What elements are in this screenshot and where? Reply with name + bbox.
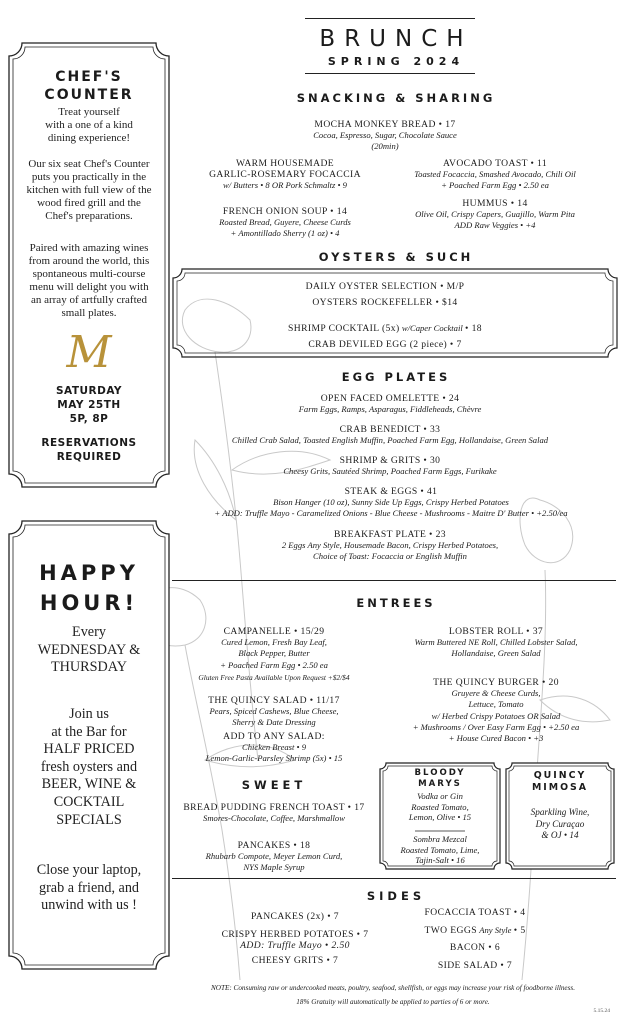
quincy-mimosa-title	[505, 770, 615, 794]
item-campanelle	[176, 626, 372, 671]
item-desc: Warm Buttered NE Roll, Chilled Lobster Salad,	[414, 637, 578, 648]
item-french-onion-soup	[195, 206, 375, 240]
section-egg-plates: EGG PLATES	[341, 370, 451, 384]
item-mocha-monkey-bread	[285, 119, 485, 153]
item-desc: Roasted Bread, Guyere, Cheese Curds	[219, 217, 351, 228]
hh-line: BEER, WINE &	[41, 776, 137, 793]
reservations-note	[18, 436, 160, 464]
item-hummus	[384, 198, 606, 232]
happy-hour-days	[18, 624, 160, 677]
cc-line: Paired with amazing wines	[29, 242, 149, 254]
item-name: WARM HOUSEMADE	[235, 158, 335, 169]
item-oysters-rockefeller	[270, 297, 500, 308]
footer-version: 5.15.24	[593, 1008, 610, 1014]
drink-title-line: MARYS	[418, 779, 462, 789]
header-rule-top	[305, 18, 475, 19]
item-name: HUMMUS • 14	[462, 198, 528, 209]
section-sides: SIDES	[366, 889, 426, 903]
item-name: THE QUINCY BURGER • 20	[433, 677, 559, 688]
drink-line: & OJ • 14	[541, 830, 579, 841]
item-name: CRISPY HERBED POTATOES • 7	[221, 929, 369, 940]
hh-line: at the Bar for	[51, 723, 127, 740]
event-line: SATURDAY	[55, 385, 123, 397]
side-focaccia-toast: FOCACCIA TOAST • 4	[424, 907, 526, 918]
cc-line: small plates.	[61, 307, 117, 319]
item-name: OYSTERS ROCKEFELLER • $14	[312, 297, 458, 308]
item-desc: + Poached Farm Egg • 2.50 ea	[441, 180, 549, 191]
happy-hour-title-2: HOUR!	[39, 591, 139, 615]
item-desc: ADD Raw Veggies • +4	[454, 220, 536, 231]
item-name: OPEN FACED OMELETTE • 24	[320, 393, 460, 404]
bloody-marys-vodka	[379, 791, 501, 823]
item-name: BREAKFAST PLATE • 23	[333, 529, 447, 540]
item-price: • 18	[465, 323, 482, 334]
item-desc: w/ Butters • 8 OR Pork Schmaltz • 9	[223, 180, 347, 191]
item-desc: Gruyere & Cheese Curds,	[451, 688, 541, 699]
cc-line: menu will delight you with	[29, 281, 149, 293]
item-avocado-toast	[384, 158, 606, 192]
hh-line: COCKTAIL	[53, 793, 125, 810]
section-oysters: OYSTERS & SUCH	[318, 250, 474, 264]
item-desc: + Amontillado Sherry (1 oz) • 4	[230, 228, 340, 239]
hh-line: Every	[72, 624, 106, 640]
item-desc: Sherry & Date Dressing	[232, 717, 316, 728]
hh-line: HALF PRICED	[43, 741, 135, 758]
item-desc: + House Cured Bacon • +3	[448, 733, 544, 744]
drink-line: Dry Curaçao	[535, 818, 585, 829]
quincy-mimosa-desc	[505, 807, 615, 842]
footer-food-warning: NOTE: Consuming raw or undercooked meats, poultry, seafood, shellfish, or eggs may increase your risk of foodborne illness.	[210, 984, 575, 992]
drink-line: Sparkling Wine,	[530, 807, 590, 817]
cc-line: with a one of a kind	[45, 119, 133, 131]
item-breakfast-plate	[180, 529, 600, 563]
item-desc: Toasted Focaccia, Smashed Avocado, Chili Oil	[414, 169, 576, 180]
drink-title-line: BLOODY	[414, 768, 466, 778]
bloody-marys-mezcal	[379, 834, 501, 866]
item-pancakes	[176, 840, 372, 874]
item-name: CRAB BENEDICT • 33	[339, 424, 441, 435]
item-french-toast	[176, 802, 372, 824]
side-pancakes: PANCAKES (2x) • 7	[251, 911, 339, 922]
drink-title-line: QUINCY	[533, 770, 587, 781]
item-name: PANCAKES • 18	[237, 840, 311, 851]
item-desc: Cocoa, Espresso, Sugar, Chocolate Sauce	[313, 130, 457, 141]
item-desc: w/Caper Cocktail	[401, 323, 463, 333]
page-title: BRUNCH	[319, 26, 473, 52]
hh-line: unwind with us !	[41, 897, 137, 914]
item-name: BREAD PUDDING FRENCH TOAST • 17	[183, 802, 365, 813]
chefs-counter-panel	[8, 42, 170, 488]
item-name: AVOCADO TOAST • 11	[442, 158, 548, 169]
drink-line: Roasted Tomato,	[411, 801, 469, 812]
happy-hour-title-1: HAPPY	[39, 561, 139, 585]
item-name: CAMPANELLE • 15/29	[223, 626, 325, 637]
item-desc: Pears, Spiced Cashews, Blue Cheese,	[209, 706, 339, 717]
item-price: • 5	[513, 925, 526, 936]
cc-line: kitchen with full view of the	[26, 184, 152, 196]
item-name: GARLIC-ROSEMARY FOCACCIA	[209, 169, 361, 181]
cc-line: Our six seat Chef's Counter	[28, 158, 150, 170]
cc-line: Treat yourself	[58, 106, 120, 118]
hh-line: SPECIALS	[56, 811, 122, 828]
item-desc: Olive Oil, Crispy Capers, Guajillo, Warm Pita	[415, 209, 575, 220]
item-name: SHRIMP & GRITS • 30	[339, 455, 441, 466]
item-lobster-roll	[385, 626, 607, 660]
item-name: THE QUINCY SALAD • 11/17	[208, 695, 340, 706]
cc-line: from around the world, this	[28, 255, 150, 267]
item-desc: ADD: Truffle Mayo • 2.50	[240, 940, 350, 952]
chefs-counter-title-1: CHEF'S	[55, 69, 123, 85]
item-name: DAILY OYSTER SELECTION • M/P	[305, 281, 465, 292]
item-shrimp-grits	[180, 455, 600, 477]
section-snacking: SNACKING & SHARING	[296, 91, 496, 105]
section-entrees: ENTREES	[356, 596, 436, 610]
happy-hour-panel	[8, 520, 170, 970]
chefs-counter-title-2: COUNTER	[44, 87, 134, 103]
item-name: TWO EGGS	[424, 925, 477, 936]
item-name: LOBSTER ROLL • 37	[448, 626, 544, 637]
happy-hour-closing	[18, 862, 160, 915]
item-name: FRENCH ONION SOUP • 14	[222, 206, 348, 217]
item-quincy-salad	[176, 695, 372, 729]
divider-sides	[172, 878, 616, 879]
footer-gratuity: 18% Gratuity will automatically be applied to parties of 6 or more.	[296, 998, 490, 1006]
chefs-counter-description	[18, 158, 160, 223]
bloody-marys-title	[379, 768, 501, 790]
item-gluten-free-note: Gluten Free Pasta Available Upon Request +$2/$4	[198, 673, 350, 682]
header-rule-bottom	[305, 73, 475, 74]
item-desc: Smores-Chocolate, Coffee, Marshmallow	[203, 813, 345, 824]
hh-line: Close your laptop,	[36, 862, 142, 878]
item-desc: Cheesy Grits, Sautéed Shrimp, Poached Farm Eggs, Furikake	[283, 466, 497, 477]
happy-hour-offer	[18, 706, 160, 829]
item-desc: NYS Maple Syrup	[243, 862, 305, 873]
drink-line: Sombra Mezcal	[413, 834, 467, 844]
cc-line: dining experience!	[47, 132, 131, 144]
cc-line: puts you practically in the	[31, 171, 147, 183]
hh-line: Join us	[69, 706, 109, 722]
item-focaccia	[195, 158, 375, 192]
item-desc: Black Pepper, Butter	[238, 648, 310, 659]
divider-entrees	[172, 580, 616, 581]
hh-line: THURSDAY	[51, 659, 127, 676]
item-name: STEAK & EGGS • 41	[344, 486, 438, 497]
side-two-eggs	[400, 925, 550, 936]
side-bacon: BACON • 6	[449, 942, 501, 953]
item-desc: w/ Herbed Crispy Potatoes OR Salad	[431, 710, 561, 721]
monogram-logo: M	[66, 327, 112, 378]
item-desc: Farm Eggs, Ramps, Asparagus, Fiddleheads, Chèvre	[298, 404, 482, 415]
item-desc: Cured Lemon, Fresh Bay Leaf,	[221, 637, 327, 648]
item-desc: Any Style	[479, 925, 512, 935]
cc-line: spontaneous multi-course	[32, 268, 146, 280]
cc-line: wood fired grill and the	[37, 197, 141, 209]
item-desc: + ADD: Truffle Mayo - Caramelized Onions - Blue Cheese - Mushrooms - Maitre D' Butter • +2.50/ea	[214, 508, 568, 519]
event-line: 5P, 8P	[69, 413, 109, 425]
item-quincy-burger	[385, 677, 607, 744]
side-potatoes	[200, 929, 390, 951]
cc-line: an array of artfully crafted	[30, 294, 148, 306]
item-desc: + Poached Farm Egg • 2.50 ea	[220, 659, 328, 670]
drink-line: Lemon, Olive • 15	[408, 812, 472, 822]
item-name: CRAB DEVILED EGG (2 piece) • 7	[308, 339, 462, 350]
event-date	[18, 384, 160, 426]
section-sweet: SWEET	[241, 778, 307, 792]
item-desc: Choice of Toast: Focaccia or English Muffin	[313, 551, 467, 562]
item-desc: 2 Eggs Any Style, Housemade Bacon, Crispy Herbed Potatoes,	[281, 540, 499, 551]
side-cheesy-grits: CHEESY GRITS • 7	[251, 955, 339, 966]
hh-line: WEDNESDAY &	[37, 641, 141, 658]
reservation-line: REQUIRED	[56, 451, 122, 463]
drink-line: Tajin-Salt • 16	[415, 855, 465, 865]
item-desc: Lemon-Garlic-Parsley Shrimp (5x) • 15	[205, 753, 343, 764]
side-salad: SIDE SALAD • 7	[437, 960, 513, 971]
item-desc: Lettuce, Tomato	[468, 699, 524, 710]
item-desc: + Mushrooms / Over Easy Farm Egg • +2.50 ea	[412, 721, 580, 732]
item-omelette	[180, 393, 600, 415]
drink-line: Roasted Tomato, Lime,	[400, 844, 480, 855]
item-name: SHRIMP COCKTAIL (5x)	[288, 323, 400, 334]
item-desc: Rhubarb Compote, Meyer Lemon Curd,	[205, 851, 343, 862]
item-crab-deviled-egg	[270, 339, 500, 350]
item-desc: Bison Hanger (10 oz), Sunny Side Up Eggs, Crispy Herbed Potatoes	[273, 497, 509, 508]
drink-line: Vodka or Gin	[417, 791, 463, 801]
item-add-to-salad	[176, 731, 372, 765]
chefs-counter-intro	[18, 106, 160, 145]
reservation-line: RESERVATIONS	[41, 437, 137, 449]
item-desc: (20min)	[371, 141, 399, 152]
item-daily-oysters	[270, 281, 500, 292]
item-desc: Chilled Crab Salad, Toasted English Muffin, Poached Farm Egg, Hollandaise, Green Salad	[231, 435, 549, 446]
item-desc: Hollandaise, Green Salad	[451, 648, 541, 659]
item-shrimp-cocktail	[250, 323, 520, 334]
cc-line: Chef's preparations.	[45, 210, 133, 222]
item-name: ADD TO ANY SALAD:	[223, 731, 325, 742]
item-name: MOCHA MONKEY BREAD • 17	[314, 119, 456, 130]
event-line: MAY 25TH	[57, 399, 121, 411]
item-desc: Chicken Breast • 9	[241, 742, 307, 753]
page-subtitle: SPRING 2024	[327, 55, 465, 68]
item-steak-eggs	[176, 486, 606, 520]
hh-line: grab a friend, and	[38, 879, 140, 896]
drink-title-line: MIMOSA	[531, 782, 589, 793]
chefs-counter-pairing	[18, 242, 160, 320]
item-crab-benedict	[180, 424, 600, 446]
hh-line: fresh oysters and	[40, 758, 138, 775]
